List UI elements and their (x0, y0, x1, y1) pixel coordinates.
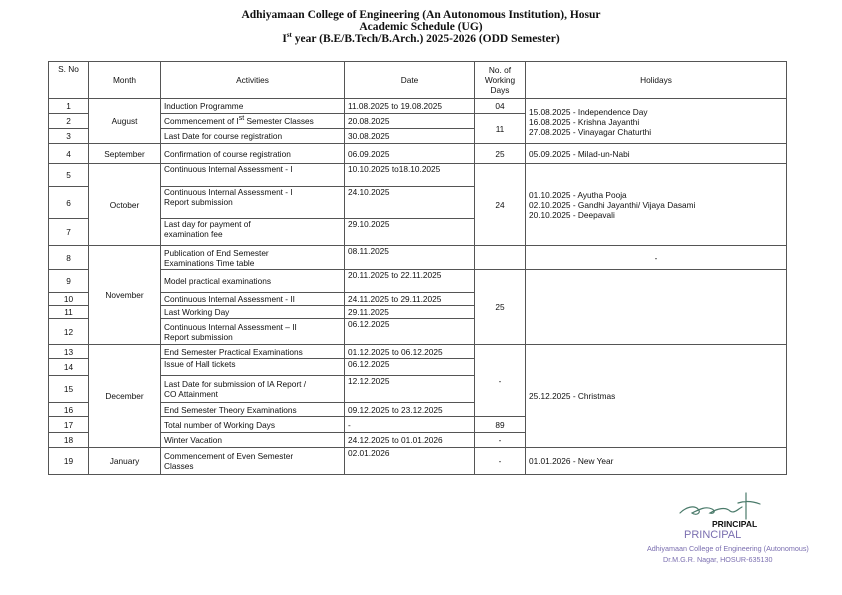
col-header-activities: Activities (161, 62, 345, 99)
date-cell: 20.11.2025 to 22.11.2025 (345, 270, 475, 293)
date-cell: 06.12.2025 (345, 319, 475, 345)
activity-line: Continuous Internal Assessment - I (164, 187, 293, 197)
holidays-cell: 25.12.2025 - Christmas (526, 345, 787, 448)
principal-label: PRINCIPAL (712, 519, 758, 529)
activity-cell: End Semester Theory Examinations (161, 403, 345, 417)
signature-mark (676, 489, 772, 523)
date-cell: 10.10.2025 to18.10.2025 (345, 164, 475, 187)
sno-cell: 19 (49, 448, 89, 475)
stamp-title: PRINCIPAL (684, 529, 742, 541)
days-cell: 11 (475, 114, 526, 144)
days-cell: - (475, 448, 526, 475)
holidays-cell (526, 164, 787, 246)
col-header-days-l2: Working (484, 75, 516, 85)
activity-line: Report submission (164, 197, 233, 207)
holidays-cell: 01.01.2026 - New Year (526, 448, 787, 475)
holiday-item: 27.08.2025 - Vinayagar Chaturthi (529, 126, 652, 137)
activity-cell: Last Date for course registration (161, 129, 345, 144)
activity-line: Classes (164, 461, 194, 471)
stamp-college: Adhiyamaan College of Engineering (Autonomous) (647, 544, 809, 553)
holidays-cell: 05.09.2025 - Milad-un-Nabi (526, 144, 787, 164)
date-cell: 24.10.2025 (345, 187, 475, 219)
sno-cell: 10 (49, 293, 89, 306)
sno-cell: 12 (49, 319, 89, 345)
activity-text: Commencement of I (164, 116, 239, 126)
holidays-cell (526, 270, 787, 345)
holidays-cell: - (526, 246, 787, 270)
table-row (49, 448, 787, 475)
days-cell: - (475, 345, 526, 417)
activity-cell (161, 219, 345, 246)
holiday-item: 15.08.2025 - Independence Day (529, 106, 648, 117)
sno-cell: 7 (49, 219, 89, 246)
sno-cell: 17 (49, 417, 89, 433)
days-cell: 04 (475, 99, 526, 114)
activity-cell: Continuous Internal Assessment - I (161, 164, 345, 187)
col-header-month: Month (89, 62, 161, 99)
date-cell: 24.11.2025 to 29.11.2025 (345, 293, 475, 306)
holiday-item: 01.10.2025 - Ayutha Pooja (529, 189, 627, 200)
sno-cell: 14 (49, 359, 89, 376)
activity-cell (161, 246, 345, 270)
col-header-sno: S. No (49, 62, 89, 99)
days-cell (475, 246, 526, 270)
activity-cell (161, 114, 345, 129)
date-cell: 29.10.2025 (345, 219, 475, 246)
month-cell: August (89, 99, 161, 144)
year-title-rest: year (B.E/B.Tech/B.Arch.) 2025-2026 (ODD Semester) (291, 33, 560, 45)
month-cell: January (89, 448, 161, 475)
activity-line: Publication of End Semester (164, 247, 269, 258)
activity-line: Commencement of Even Semester (164, 451, 294, 461)
sno-cell: 15 (49, 376, 89, 403)
date-cell: 01.12.2025 to 06.12.2025 (345, 345, 475, 359)
activity-cell: Confirmation of course registration (161, 144, 345, 164)
activity-cell (161, 448, 345, 475)
activity-line: Last day for payment of (164, 219, 251, 229)
sno-cell: 4 (49, 144, 89, 164)
sno-cell: 18 (49, 433, 89, 448)
col-header-holidays: Holidays (526, 62, 787, 99)
stamp-address: Dr.M.G.R. Nagar, HOSUR-635130 (663, 555, 773, 564)
activity-line: Report submission (164, 331, 233, 342)
activity-line: Examinations Time table (164, 257, 255, 268)
table-row (49, 164, 787, 187)
activity-cell: End Semester Practical Examinations (161, 345, 345, 359)
sno-cell: 1 (49, 99, 89, 114)
date-cell: 06.09.2025 (345, 144, 475, 164)
activity-cell (161, 187, 345, 219)
activity-line: examination fee (164, 229, 223, 239)
year-title-prefix: I (282, 33, 287, 45)
activity-cell (161, 319, 345, 345)
holiday-item: 16.08.2025 - Krishna Jayanthi (529, 116, 640, 127)
col-header-days-l1: No. of (488, 65, 512, 75)
table-row (49, 144, 787, 164)
activity-line: Last Date for submission of IA Report / (164, 379, 307, 389)
date-cell: 24.12.2025 to 01.01.2026 (345, 433, 475, 448)
holiday-item: 20.10.2025 - Deepavali (529, 209, 615, 220)
table-row (49, 99, 787, 114)
schedule-table (48, 61, 787, 475)
days-cell: - (475, 433, 526, 448)
year-title-sup: st (286, 31, 292, 40)
days-cell: 25 (475, 144, 526, 164)
col-header-date: Date (345, 62, 475, 99)
activity-cell: Continuous Internal Assessment - II (161, 293, 345, 306)
date-cell: 29.11.2025 (345, 306, 475, 319)
activity-cell: Model practical examinations (161, 270, 345, 293)
sno-cell: 2 (49, 114, 89, 129)
activity-line: Continuous Internal Assessment – II (164, 321, 297, 332)
activity-cell: Issue of Hall tickets (161, 359, 345, 376)
month-cell: December (89, 345, 161, 448)
date-cell: 20.08.2025 (345, 114, 475, 129)
activity-cell (161, 376, 345, 403)
holidays-cell (526, 99, 787, 144)
date-cell: 30.08.2025 (345, 129, 475, 144)
activity-cell: Induction Programme (161, 99, 345, 114)
activity-cell: Last Working Day (161, 306, 345, 319)
activity-text: Semester Classes (244, 116, 314, 126)
col-header-working-days (475, 62, 526, 99)
table-header-row (49, 62, 787, 99)
month-cell: November (89, 246, 161, 345)
sno-cell: 5 (49, 164, 89, 187)
sno-cell: 11 (49, 306, 89, 319)
date-cell: - (345, 417, 475, 433)
date-cell: 11.08.2025 to 19.08.2025 (345, 99, 475, 114)
activity-cell: Winter Vacation (161, 433, 345, 448)
days-cell: 89 (475, 417, 526, 433)
college-title: Adhiyamaan College of Engineering (An Autonomous Institution), Hosur (241, 9, 601, 21)
date-cell: 12.12.2025 (345, 376, 475, 403)
sno-cell: 8 (49, 246, 89, 270)
activity-cell: Total number of Working Days (161, 417, 345, 433)
table-row (49, 246, 787, 270)
year-title (0, 33, 842, 45)
sno-cell: 9 (49, 270, 89, 293)
date-cell: 06.12.2025 (345, 359, 475, 376)
month-cell: October (89, 164, 161, 246)
activity-line: CO Attainment (164, 389, 218, 399)
date-cell: 08.11.2025 (345, 246, 475, 270)
sno-cell: 3 (49, 129, 89, 144)
date-cell: 02.01.2026 (345, 448, 475, 475)
sno-cell: 16 (49, 403, 89, 417)
days-cell: 24 (475, 164, 526, 246)
schedule-title: Academic Schedule (UG) (359, 21, 483, 33)
month-cell: September (89, 144, 161, 164)
table-row (49, 345, 787, 359)
date-cell: 09.12.2025 to 23.12.2025 (345, 403, 475, 417)
col-header-days-l3: Days (490, 85, 510, 95)
sno-cell: 6 (49, 187, 89, 219)
sno-cell: 13 (49, 345, 89, 359)
days-cell: 25 (475, 270, 526, 345)
holiday-item: 02.10.2025 - Gandhi Jayanthi/ Vijaya Dasami (529, 199, 696, 210)
activity-sup: st (238, 115, 245, 123)
